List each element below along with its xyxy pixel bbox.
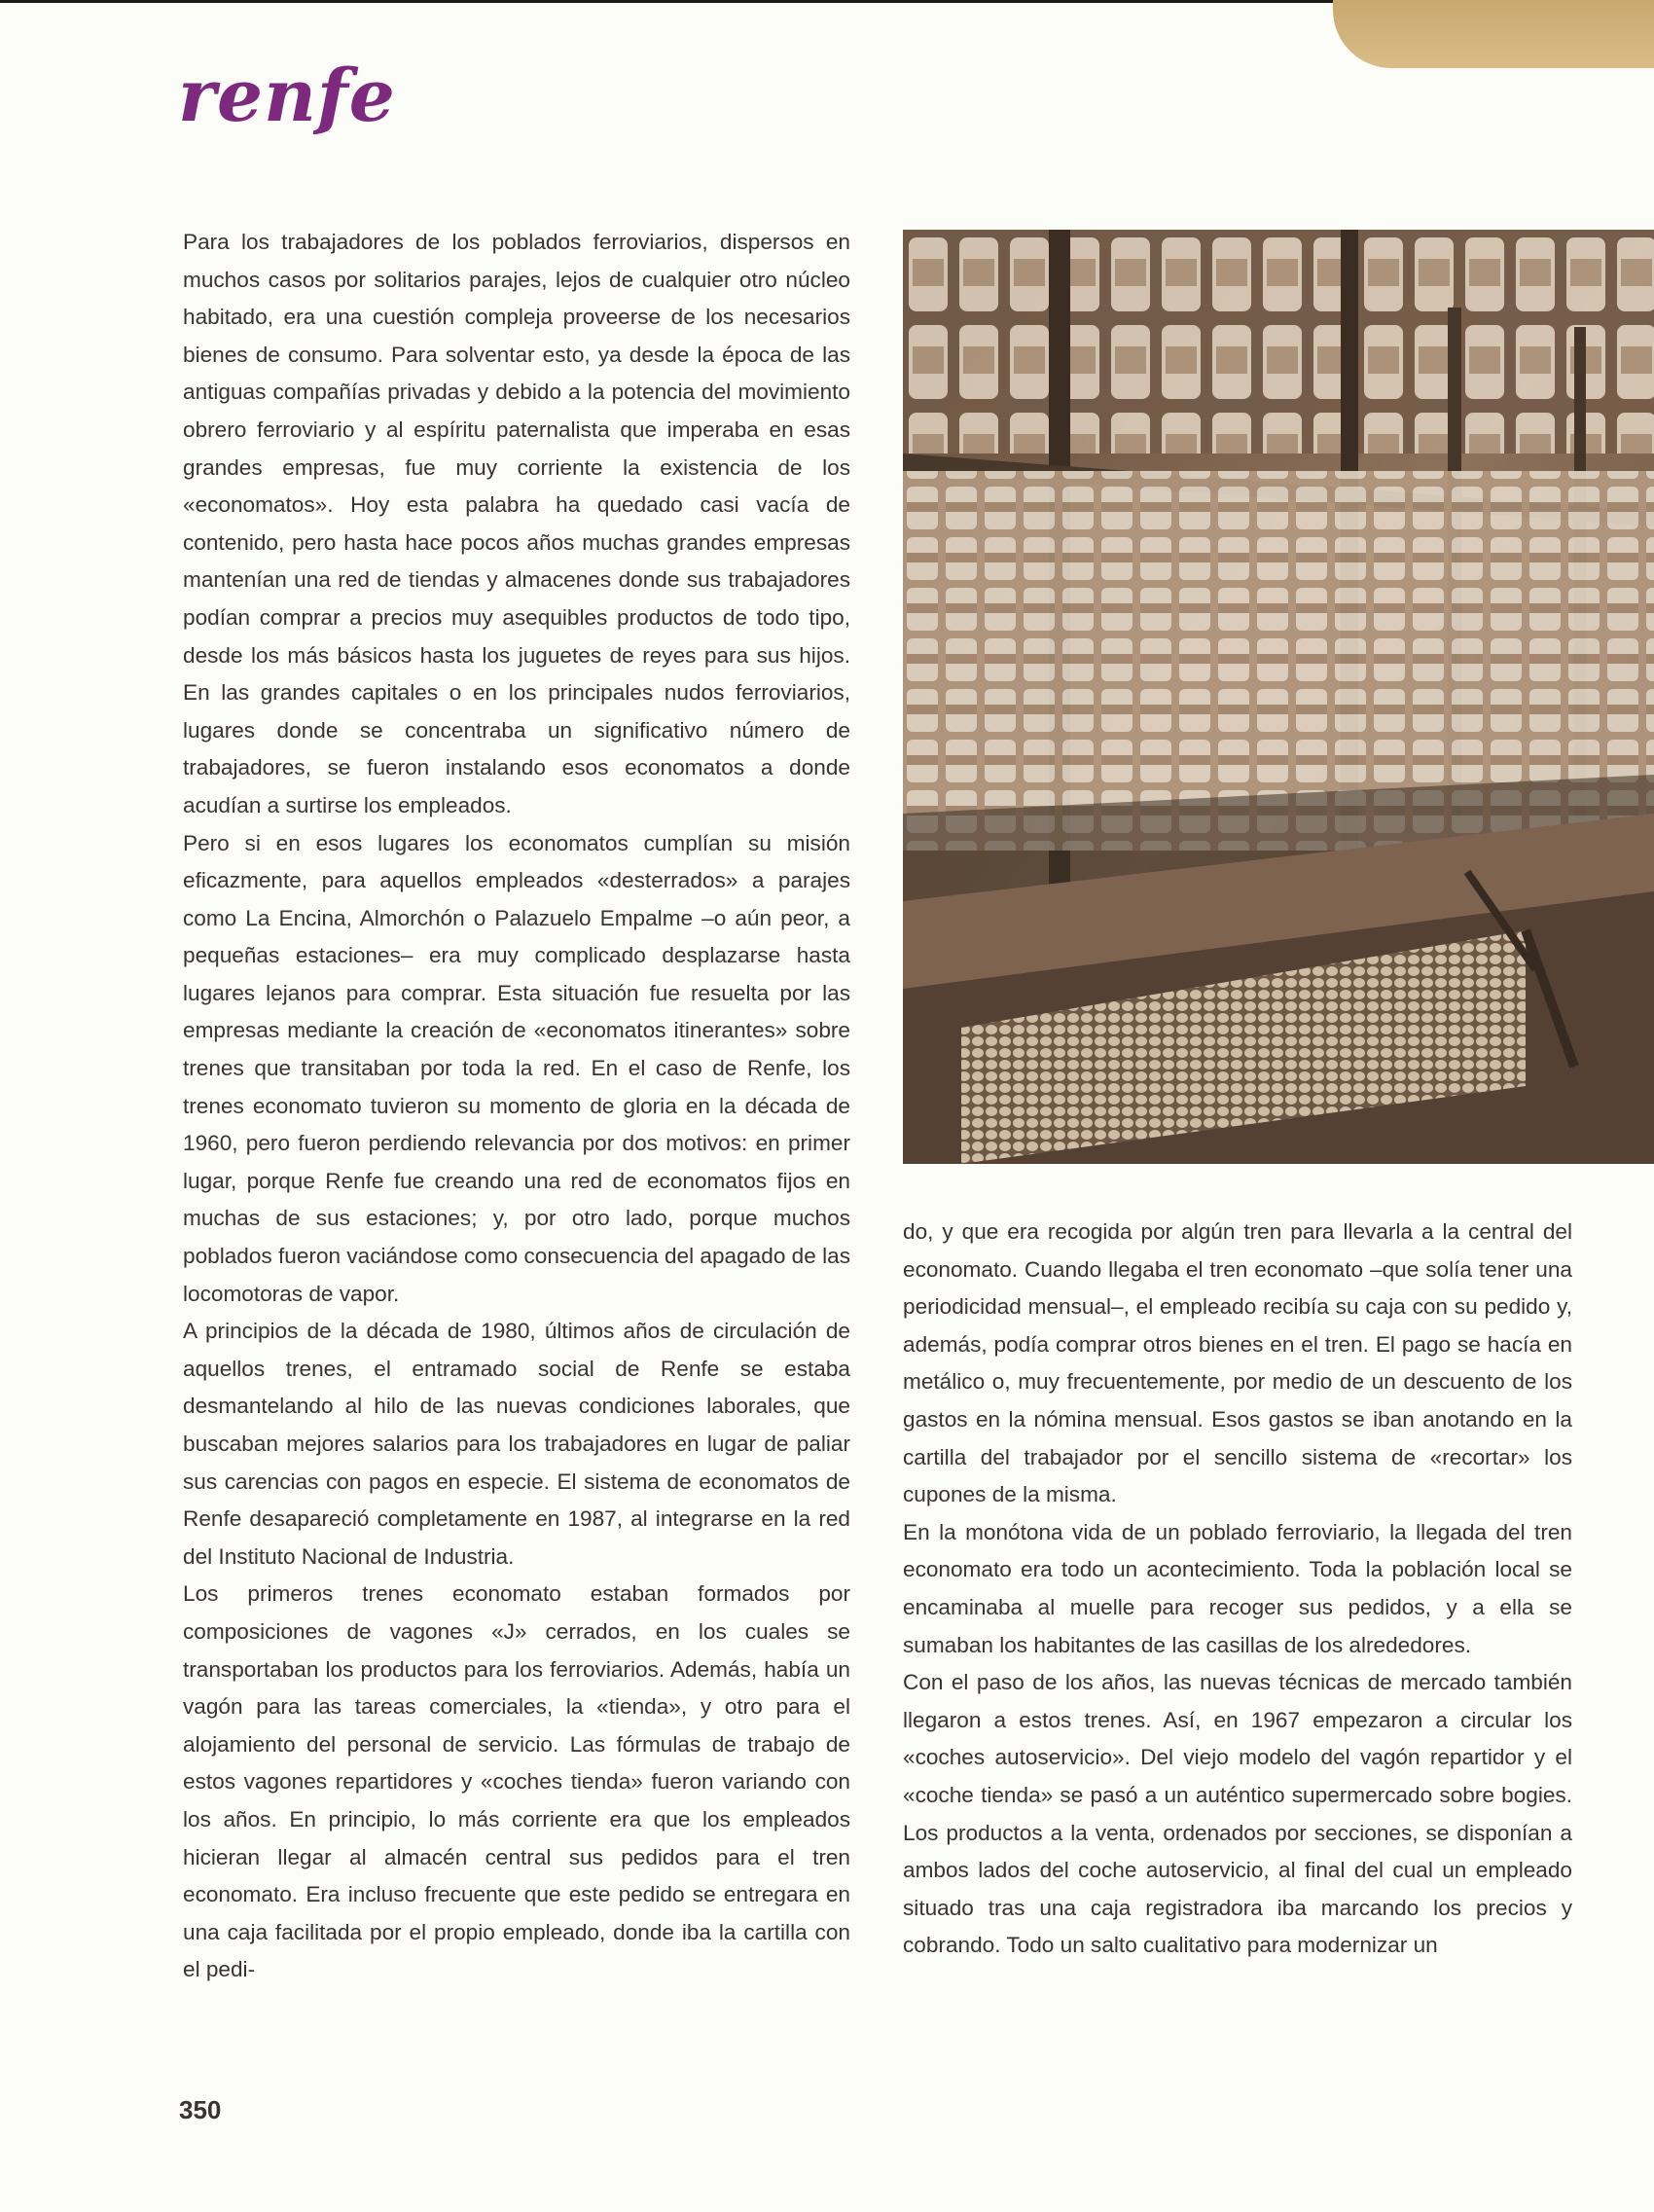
paragraph: A principios de la década de 1980, últimos años de circulación de aquellos trenes, el entramado social de Renfe se estaba desmantelando al hilo de las nuevas condiciones laborales, que buscaban mejores salarios para los trabajadores en lugar de paliar sus carencias con pagos en especie. El sistema de economatos de Renfe desapareció completamente en 1987, al integrarse en la red del Instituto Nacional de Industria. [183,1319,850,1569]
renfe-logo: renfe [178,54,396,138]
paragraph: Pero si en esos lugares los economatos cumplían su misión eficazmente, para aquellos empleados «desterrados» a parajes como La Encina, Almorchón o Palazuelo Empalme –o aún peor, a pequeñas estaciones– era muy complicado desplazarse hasta lugares lejanos para comprar. Esta situación fue resuelta por las empresas mediante la creación de «economatos itinerantes» sobre trenes que transitaban por toda la red. En el caso de Renfe, los trenes economato tuvieron su momento de gloria en la década de 1960, pero fueron perdiendo relevancia por dos motivos: en primer lugar, porque Renfe fue creando una red de economatos fijos en muchas de sus estaciones; y, por otro lado, porque muchos poblados fueron vaciándose como consecuencia del apagado de las locomotoras de vapor. [183,830,850,1306]
paragraph: do, y que era recogida por algún tren para llevarla a la central del economato. Cuando llegaba el tren economato –que solía tener una periodicidad mensual–, el empleado recibía su caja con su pedido y, además, podía comprar otros bienes en el tren. El pago se hacía en metálico o, muy frecuentemente, por medio de un descuento de los gastos en la nómina mensual. Esos gastos se iban anotando en la cartilla del trabajador por el sencillo sistema de «recortar» los cupones de la misma. [903,1219,1572,1507]
corner-tab [1333,0,1654,68]
paragraph: Con el paso de los años, las nuevas técnicas de mercado también llegaron a estos trenes. Así, en 1967 empezaron a circular los «coches autoservicio». Del viejo modelo del vagón repartidor y el «coche tienda» se pasó a un auténtico supermercado sobre bogies. Los productos a la venta, ordenados por secciones, se disponían a ambos lados del coche autoservicio, al final del cual un empleado situado tras una caja registradora iba marcando los precios y cobrando. Todo un salto cualitativo para modernizar un [903,1670,1572,1958]
right-column [903,1214,1572,1965]
left-column [183,224,850,1989]
paragraph: Para los trabajadores de los poblados ferroviarios, dispersos en muchos casos por solitarios parajes, lejos de cualquier otro núcleo habitado, era una cuestión compleja proveerse de los necesarios bienes de consumo. Para solventar esto, ya desde la época de las antiguas compañías privadas y debido a la potencia del movimiento obrero ferroviario y al espíritu paternalista que imperaba en esas grandes empresas, fue muy corriente la existencia de los «economatos». Hoy esta palabra ha quedado casi vacía de contenido, pero hasta hace pocos años muchas grandes empresas mantenían una red de tiendas y almacenes donde sus trabajadores podían comprar a precios muy asequibles productos de todo tipo, desde los más básicos hasta los juguetes de reyes para sus hijos. En las grandes capitales o en los principales nudos ferroviarios, lugares donde se concentraba un significativo número de trabajadores, se fueron instalando esos economatos a donde acudían a surtirse los empleados. [183,230,850,817]
paragraph: En la monótona vida de un poblado ferroviario, la llegada del tren economato era todo un acontecimiento. Toda la población local se encaminaba al muelle para recoger sus pedidos, y a ella se sumaban los habitantes de las casillas de los alrededores. [903,1519,1572,1657]
page-number: 350 [179,2095,222,2124]
photo-illustration [903,230,1654,1164]
top-rule [0,0,1343,3]
shop-shelves-photo [903,230,1654,1164]
paragraph: Los primeros trenes economato estaban formados por composiciones de vagones «J» cerrados, en los cuales se transportaban los productos para los ferroviarios. Además, había un vagón para las tareas comerciales, la «tienda», y otro para el alojamiento del personal de servicio. Las fórmulas de trabajo de estos vagones repartidores y «coches tienda» fueron variando con los años. En principio, lo más corriente era que los empleados hicieran llegar al almacén central sus pedidos para el tren economato. Era incluso frecuente que este pedido se entregara en una caja facilitada por el propio empleado, donde iba la cartilla con el pedi- [183,1581,850,1982]
